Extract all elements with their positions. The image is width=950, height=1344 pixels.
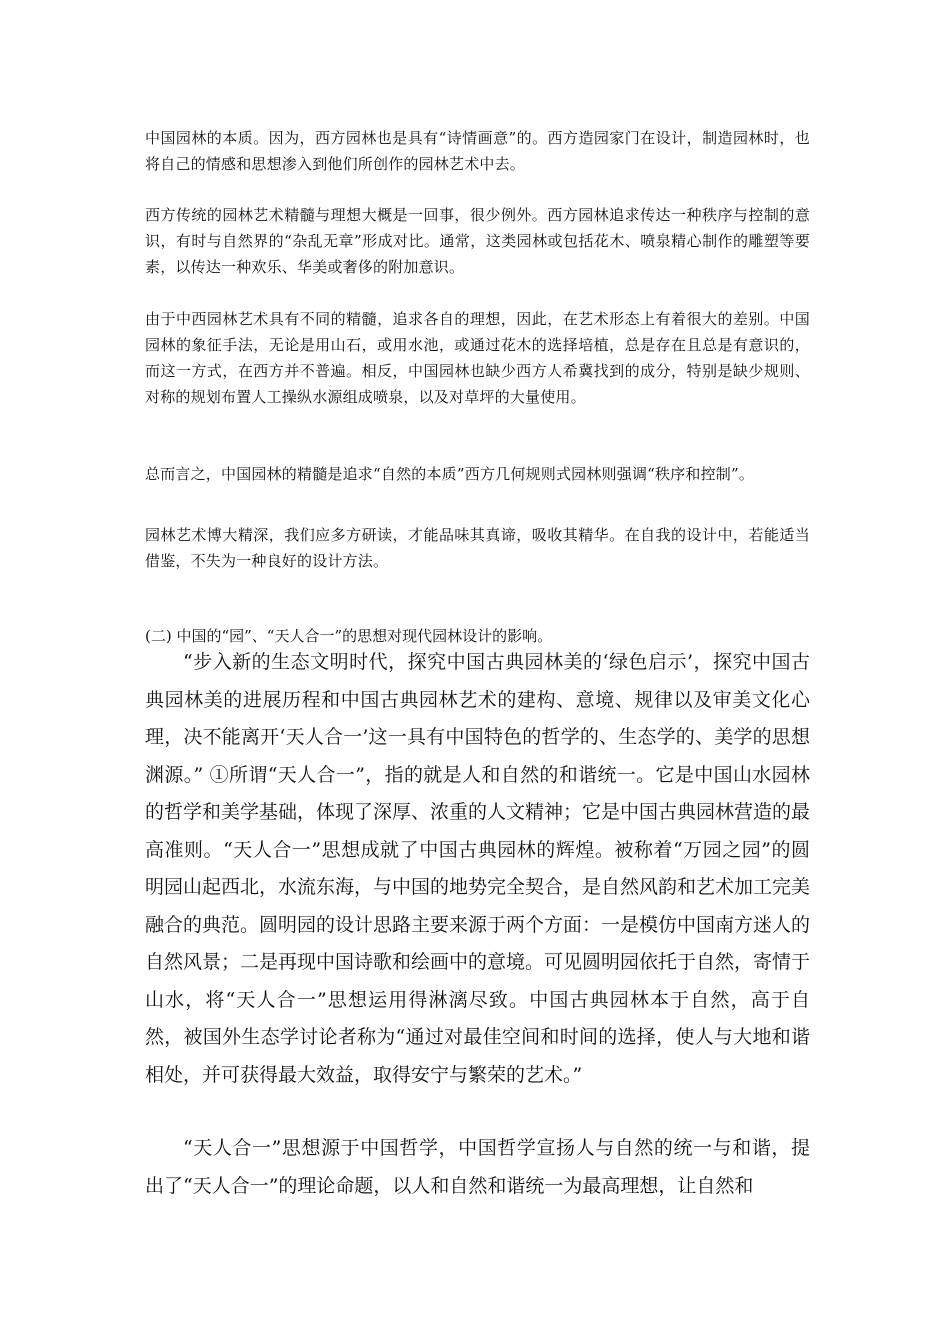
paragraph-philosophy: “天人合一”思想源于中国哲学，中国哲学宣扬人与自然的统一与和谐，提出了“天人合一”的理论命题，以人和自然和谐统一为最高理想，让自然和	[145, 1137, 810, 1197]
paragraph-summary: 总而言之，中国园林的精髓是追求“自然的本质”西方几何规则式园林则强调“秩序和控制”。	[145, 465, 755, 483]
paragraph-western-tradition: 西方传统的园林艺术精髓与理想大概是一回事，很少例外。西方园林追求传达一种秩序与控制的意识，有时与自然界的“杂乱无章”形成对比。通常，这类园林或包括花木、喷泉精心制作的雕塑等要素，以传达一种欢乐、华美或奢侈的附加意识。	[145, 206, 810, 276]
paragraph-differences: 由于中西园林艺术具有不同的精髓，追求各自的理想，因此，在艺术形态上有着很大的差别。中国园林的象征手法，无论是用山石，或用水池，或通过花木的选择培植，总是存在且总是有意识的，而这一方式，在西方并不普遍。相反，中国园林也缺少西方人希冀找到的成分，特别是缺少规则、对称的规划布置人工操纵水源组成喷泉，以及对草坪的大量使用。	[145, 310, 810, 406]
paragraph-garden-essence: 中国园林的本质。因为，西方园林也是具有“诗情画意”的。西方造园家门在设计，制造园林时，也将自己的情感和思想渗入到他们所创作的园林艺术中去。	[145, 129, 810, 173]
section-heading: (二) 中国的“园”、“天人合一”的思想对现代园林设计的影响。	[145, 627, 553, 645]
paragraph-conclusion: 园林艺术博大精深，我们应多方研读，才能品味其真谛，吸收其精华。在自我的设计中，若能适当借鉴，不失为一种良好的设计方法。	[145, 526, 810, 570]
paragraph-harmony-nature: “步入新的生态文明时代，探究中国古典园林美的‘绿色启示’，探究中国古典园林美的进展历程和中国古典园林艺术的建构、意境、规律以及审美文化心理，决不能离开‘天人合一’这一具有中国特色的哲学的、生态学的、美学的思想渊源。” ①所谓“天人合一”，指的就是人和自然的和谐统一。它是中国山水园林的哲学和美学基础，体现了深厚、浓重的人文精神；它是中国古典园林营造的最高准则。“天人合一”思想成就了中国古典园林的辉煌。被称着“万园之园”的圆明园山起西北，水流东海，与中国的地势完全契合，是自然风韵和艺术加工完美融合的典范。圆明园的设计思路主要来源于两个方面：一是模仿中国南方迷人的自然风景；二是再现中国诗歌和绘画中的意境。可见圆明园依托于自然，寄情于山水，将“天人合一”思想运用得淋漓尽致。中国古典园林本于自然，高于自然，被国外生态学讨论者称为“通过对最佳空间和时间的选择，使人与大地和谐相处，并可获得最大效益，取得安宁与繁荣的艺术。”	[145, 651, 811, 1086]
